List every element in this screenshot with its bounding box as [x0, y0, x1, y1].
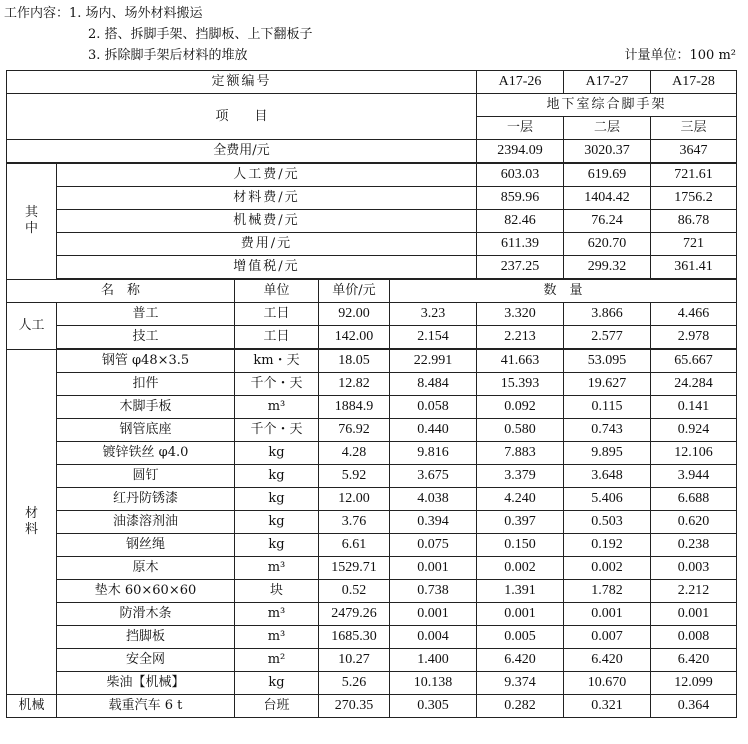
total-label: 全费用/元	[7, 140, 477, 164]
resource-qty: 65.667	[651, 349, 737, 373]
resource-row	[7, 349, 737, 373]
resource-qty: 0.738	[390, 580, 477, 603]
resource-row	[7, 626, 737, 649]
cost-label: 机械费/元	[57, 210, 477, 233]
resource-row	[7, 580, 737, 603]
resource-name: 油漆溶剂油	[57, 511, 235, 534]
resource-qty: 3.23	[390, 303, 477, 326]
cost-value: 76.24	[564, 210, 651, 233]
resource-price: 6.61	[319, 534, 390, 557]
resource-qty: 2.577	[564, 326, 651, 350]
resource-name: 圆钉	[57, 465, 235, 488]
measurement-unit: 计量单位：100 m²	[624, 48, 736, 63]
resource-qty: 3.320	[477, 303, 564, 326]
of-which-label-char: 其	[24, 205, 38, 221]
quota-table	[6, 70, 737, 718]
resource-unit: kg	[235, 465, 319, 488]
cost-value: 721	[651, 233, 737, 256]
resource-row	[7, 442, 737, 465]
resource-qty: 6.420	[477, 649, 564, 672]
cost-value: 86.78	[651, 210, 737, 233]
level-cell: 二层	[564, 117, 651, 140]
group-title-row	[7, 94, 737, 117]
resource-row	[7, 303, 737, 326]
resource-qty: 0.141	[651, 396, 737, 419]
resource-qty: 0.002	[564, 557, 651, 580]
of-which-label-char: 中	[24, 221, 38, 237]
group-title: 地下室综合脚手架	[477, 94, 737, 117]
work-content-line-3: 3. 拆除脚手架后材料的堆放	[88, 48, 248, 63]
material-label-char: 材	[24, 505, 38, 521]
resource-unit: 工日	[235, 303, 319, 326]
resource-qty: 0.007	[564, 626, 651, 649]
material-label-char: 料	[24, 521, 38, 537]
resource-qty: 9.374	[477, 672, 564, 695]
resource-qty: 6.420	[564, 649, 651, 672]
resource-qty: 0.115	[564, 396, 651, 419]
cost-value: 237.25	[477, 256, 564, 280]
resource-qty: 0.001	[564, 603, 651, 626]
resource-qty: 6.420	[651, 649, 737, 672]
resource-unit: kg	[235, 488, 319, 511]
resource-qty: 9.816	[390, 442, 477, 465]
level-cell: 一层	[477, 117, 564, 140]
resource-unit: 台班	[235, 695, 319, 718]
code-cell: A17-26	[477, 71, 564, 94]
resource-name: 挡脚板	[57, 626, 235, 649]
resource-qty: 0.001	[390, 557, 477, 580]
resource-name: 木脚手板	[57, 396, 235, 419]
resource-row	[7, 695, 737, 718]
resource-unit: 千个・天	[235, 373, 319, 396]
resource-row	[7, 603, 737, 626]
col-qty-header: 数 量	[390, 279, 737, 303]
resource-price: 12.82	[319, 373, 390, 396]
resource-qty: 2.213	[477, 326, 564, 350]
resource-price: 10.27	[319, 649, 390, 672]
resource-qty: 0.238	[651, 534, 737, 557]
code-row	[7, 71, 737, 94]
resource-price: 76.92	[319, 419, 390, 442]
resource-qty: 3.675	[390, 465, 477, 488]
resource-qty: 0.440	[390, 419, 477, 442]
resource-price: 18.05	[319, 349, 390, 373]
resource-qty: 3.648	[564, 465, 651, 488]
resource-price: 270.35	[319, 695, 390, 718]
resource-qty: 4.466	[651, 303, 737, 326]
resource-qty: 2.212	[651, 580, 737, 603]
resource-row	[7, 488, 737, 511]
resource-price: 0.52	[319, 580, 390, 603]
resource-unit: kg	[235, 672, 319, 695]
resource-row	[7, 465, 737, 488]
resource-qty: 0.005	[477, 626, 564, 649]
cost-row	[7, 187, 737, 210]
resource-unit: m³	[235, 603, 319, 626]
resource-price: 1529.71	[319, 557, 390, 580]
total-cell: 3647	[651, 140, 737, 164]
column-header-row	[7, 279, 737, 303]
cost-label: 人工费/元	[57, 163, 477, 187]
cost-value: 619.69	[564, 163, 651, 187]
resource-price: 2479.26	[319, 603, 390, 626]
resource-unit: 千个・天	[235, 419, 319, 442]
cost-value: 620.70	[564, 233, 651, 256]
cost-row	[7, 210, 737, 233]
resource-name: 钢管 φ48×3.5	[57, 349, 235, 373]
resource-qty: 10.138	[390, 672, 477, 695]
resource-row	[7, 557, 737, 580]
resource-row	[7, 373, 737, 396]
resource-name: 钢管底座	[57, 419, 235, 442]
resource-price: 92.00	[319, 303, 390, 326]
resource-qty: 15.393	[477, 373, 564, 396]
resource-qty: 8.484	[390, 373, 477, 396]
resource-qty: 2.978	[651, 326, 737, 350]
resource-qty: 5.406	[564, 488, 651, 511]
resource-unit: m³	[235, 626, 319, 649]
resource-name: 载重汽车 6 t	[57, 695, 235, 718]
resource-qty: 12.099	[651, 672, 737, 695]
resource-qty: 0.002	[477, 557, 564, 580]
resource-unit: m³	[235, 396, 319, 419]
cost-label: 增值税/元	[57, 256, 477, 280]
cost-row	[7, 233, 737, 256]
resource-qty: 0.192	[564, 534, 651, 557]
resource-unit: 块	[235, 580, 319, 603]
material-label	[7, 349, 57, 695]
resource-qty: 10.670	[564, 672, 651, 695]
resource-name: 镀锌铁丝 φ4.0	[57, 442, 235, 465]
cost-label: 材料费/元	[57, 187, 477, 210]
resource-name: 技工	[57, 326, 235, 350]
resource-qty: 4.038	[390, 488, 477, 511]
resource-unit: kg	[235, 511, 319, 534]
code-cell: A17-27	[564, 71, 651, 94]
resource-unit: m²	[235, 649, 319, 672]
resource-qty: 6.688	[651, 488, 737, 511]
resource-qty: 0.394	[390, 511, 477, 534]
col-name-header: 名 称	[7, 279, 235, 303]
resource-price: 1685.30	[319, 626, 390, 649]
resource-price: 142.00	[319, 326, 390, 350]
resource-qty: 0.001	[477, 603, 564, 626]
resource-qty: 0.092	[477, 396, 564, 419]
resource-unit: kg	[235, 442, 319, 465]
total-cell: 3020.37	[564, 140, 651, 164]
resource-name: 扣件	[57, 373, 235, 396]
resource-qty: 0.008	[651, 626, 737, 649]
resource-price: 3.76	[319, 511, 390, 534]
resource-price: 4.28	[319, 442, 390, 465]
resource-qty: 0.001	[390, 603, 477, 626]
cost-label: 费用/元	[57, 233, 477, 256]
resource-qty: 0.075	[390, 534, 477, 557]
resource-qty: 19.627	[564, 373, 651, 396]
resource-qty: 9.895	[564, 442, 651, 465]
resource-qty: 1.782	[564, 580, 651, 603]
cost-value: 361.41	[651, 256, 737, 280]
resource-price: 12.00	[319, 488, 390, 511]
resource-qty: 53.095	[564, 349, 651, 373]
resource-unit: kg	[235, 534, 319, 557]
cost-value: 299.32	[564, 256, 651, 280]
resource-name: 柴油【机械】	[57, 672, 235, 695]
total-cell: 2394.09	[477, 140, 564, 164]
resource-qty: 0.364	[651, 695, 737, 718]
resource-qty: 3.866	[564, 303, 651, 326]
resource-qty: 22.991	[390, 349, 477, 373]
code-label: 定额编号	[7, 71, 477, 94]
cost-value: 721.61	[651, 163, 737, 187]
resource-row	[7, 672, 737, 695]
resource-qty: 0.001	[651, 603, 737, 626]
cost-value: 859.96	[477, 187, 564, 210]
cost-value: 611.39	[477, 233, 564, 256]
cost-value: 1756.2	[651, 187, 737, 210]
resource-price: 5.26	[319, 672, 390, 695]
resource-qty: 0.058	[390, 396, 477, 419]
resource-name: 原木	[57, 557, 235, 580]
resource-qty: 7.883	[477, 442, 564, 465]
resource-qty: 0.282	[477, 695, 564, 718]
resource-qty: 1.400	[390, 649, 477, 672]
resource-name: 钢丝绳	[57, 534, 235, 557]
col-price-header: 单价/元	[319, 279, 390, 303]
resource-qty: 3.379	[477, 465, 564, 488]
resource-qty: 41.663	[477, 349, 564, 373]
resource-row	[7, 649, 737, 672]
work-content-line-2: 2. 搭、拆脚手架、挡脚板、上下翻板子	[88, 27, 313, 42]
resource-name: 红丹防锈漆	[57, 488, 235, 511]
resource-name: 安全网	[57, 649, 235, 672]
resource-price: 1884.9	[319, 396, 390, 419]
resource-qty: 0.150	[477, 534, 564, 557]
cost-value: 603.03	[477, 163, 564, 187]
cost-row	[7, 256, 737, 280]
resource-qty: 0.743	[564, 419, 651, 442]
resource-name: 普工	[57, 303, 235, 326]
resource-name: 防滑木条	[57, 603, 235, 626]
resource-qty: 0.397	[477, 511, 564, 534]
resource-row	[7, 534, 737, 557]
resource-qty: 3.944	[651, 465, 737, 488]
resource-qty: 0.503	[564, 511, 651, 534]
of-which-label	[7, 163, 57, 279]
code-cell: A17-28	[651, 71, 737, 94]
resource-price: 5.92	[319, 465, 390, 488]
resource-unit: km・天	[235, 349, 319, 373]
resource-row	[7, 326, 737, 350]
resource-unit: 工日	[235, 326, 319, 350]
resource-qty: 0.321	[564, 695, 651, 718]
resource-qty: 0.580	[477, 419, 564, 442]
resource-qty: 0.924	[651, 419, 737, 442]
resource-name: 垫木 60×60×60	[57, 580, 235, 603]
resource-row	[7, 511, 737, 534]
resource-qty: 0.004	[390, 626, 477, 649]
resource-qty: 0.003	[651, 557, 737, 580]
machine-label: 机械	[7, 695, 57, 718]
labor-label: 人工	[7, 303, 57, 350]
resource-unit: m³	[235, 557, 319, 580]
cost-row	[7, 163, 737, 187]
resource-row	[7, 419, 737, 442]
col-unit-header: 单位	[235, 279, 319, 303]
cost-value: 1404.42	[564, 187, 651, 210]
resource-qty: 1.391	[477, 580, 564, 603]
resource-qty: 0.305	[390, 695, 477, 718]
level-cell: 三层	[651, 117, 737, 140]
resource-qty: 24.284	[651, 373, 737, 396]
cost-value: 82.46	[477, 210, 564, 233]
resource-qty: 4.240	[477, 488, 564, 511]
resource-qty: 0.620	[651, 511, 737, 534]
item-label: 项 目	[7, 94, 477, 140]
resource-row	[7, 396, 737, 419]
resource-qty: 12.106	[651, 442, 737, 465]
work-content-line-1: 工作内容：1. 场内、场外材料搬运	[4, 6, 203, 21]
resource-qty: 2.154	[390, 326, 477, 350]
total-row	[7, 140, 737, 164]
